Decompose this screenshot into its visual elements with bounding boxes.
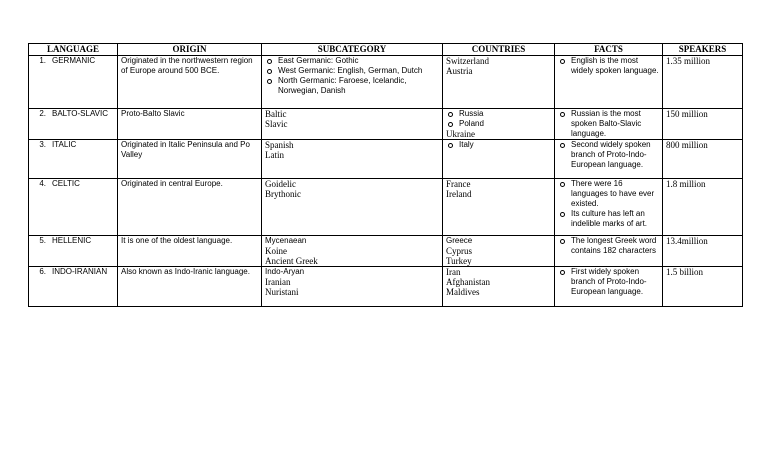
- subcategory-item: Koine: [265, 246, 287, 256]
- language-cell: [29, 109, 118, 140]
- subcategory-cell: [262, 140, 443, 179]
- row-number: 6.: [39, 267, 46, 276]
- language-cell: [29, 56, 118, 109]
- country: Greece: [446, 236, 473, 245]
- facts-list: [558, 140, 659, 170]
- origin-cell: Also known as Indo-Iranic language.: [118, 267, 262, 307]
- facts-cell: [555, 236, 663, 267]
- countries-cell: [443, 140, 555, 179]
- header-row: [29, 44, 743, 56]
- language-name: ITALIC: [52, 140, 77, 149]
- language-cell: [29, 140, 118, 179]
- subcategory-item: Brythonic: [265, 189, 301, 199]
- list-item: There were 16 languages to have ever existed.: [558, 179, 659, 209]
- subcategory-item: Nuristani: [265, 287, 299, 297]
- country: Afghanistan: [446, 277, 490, 287]
- facts-cell: [555, 179, 663, 236]
- header-speakers: SPEAKERS: [663, 44, 743, 56]
- row-number: 2.: [39, 109, 46, 118]
- country: Maldives: [446, 287, 480, 297]
- list-item: Russian is the most spoken Balto-Slavic language.: [558, 109, 659, 139]
- header-origin: ORIGIN: [118, 44, 262, 56]
- facts-list: [558, 267, 659, 297]
- subcategory-cell: [262, 179, 443, 236]
- countries-cell: [443, 109, 555, 140]
- list-item: The longest Greek word contains 182 characters: [558, 236, 659, 256]
- row-number: 5.: [39, 236, 46, 245]
- table-row: [29, 267, 743, 307]
- list-item: West Germanic: English, German, Dutch: [265, 66, 439, 76]
- list-item: North Germanic: Faroese, Icelandic, Norwegian, Danish: [265, 76, 439, 96]
- subcategory-cell: [262, 236, 443, 267]
- list-item: East Germanic: Gothic: [265, 56, 439, 66]
- subcategory-list: [265, 56, 439, 96]
- subcategory-cell: [262, 109, 443, 140]
- subcategory-cell: [262, 267, 443, 307]
- subcategory-item: Iranian: [265, 277, 291, 287]
- subcategory-item: Slavic: [265, 119, 288, 129]
- header-countries: COUNTRIES: [443, 44, 555, 56]
- subcategory-cell: [262, 56, 443, 109]
- language-cell: [29, 236, 118, 267]
- subcategory-item: Indo-Aryan: [265, 267, 305, 276]
- subcategory-item: Ancient Greek: [265, 256, 318, 266]
- origin-cell: Originated in the northwestern region of Europe around 500 BCE.: [118, 56, 262, 109]
- language-name: GERMANIC: [52, 56, 96, 65]
- language-table: [28, 43, 743, 307]
- speakers-cell: 150 million: [663, 109, 743, 140]
- list-item: First widely spoken branch of Proto-Indo-European language.: [558, 267, 659, 297]
- countries-cell: [443, 236, 555, 267]
- language-name: INDO-IRANIAN: [52, 267, 108, 276]
- origin-cell: Proto-Balto Slavic: [118, 109, 262, 140]
- country: Switzerland: [446, 56, 489, 66]
- list-item: Its culture has left an indelible marks of art.: [558, 209, 659, 229]
- country: Cyprus: [446, 246, 473, 256]
- origin-cell: Originated in Italic Peninsula and Po Valley: [118, 140, 262, 179]
- subcategory-item: Latin: [265, 150, 284, 160]
- subcategory-item: Mycenaean: [265, 236, 307, 245]
- speakers-cell: 1.5 billion: [663, 267, 743, 307]
- list-item: Italy: [446, 140, 551, 150]
- countries-cell: [443, 267, 555, 307]
- table-row: [29, 179, 743, 236]
- country: Ukraine: [446, 129, 475, 139]
- header-subcategory: SUBCATEGORY: [262, 44, 443, 56]
- countries-cell: [443, 179, 555, 236]
- facts-list: [558, 236, 659, 256]
- facts-list: [558, 56, 659, 76]
- facts-cell: [555, 109, 663, 140]
- country: France: [446, 179, 471, 189]
- facts-list: [558, 109, 659, 139]
- country: Ireland: [446, 189, 472, 199]
- facts-cell: [555, 56, 663, 109]
- header-language: LANGUAGE: [29, 44, 118, 56]
- list-item: Russia: [446, 109, 551, 119]
- speakers-cell: 1.35 million: [663, 56, 743, 109]
- facts-list: [558, 179, 659, 229]
- speakers-cell: 13.4million: [663, 236, 743, 267]
- speakers-cell: 1.8 million: [663, 179, 743, 236]
- language-cell: [29, 267, 118, 307]
- country: Turkey: [446, 256, 472, 266]
- subcategory-item: Goidelic: [265, 179, 296, 189]
- country: Austria: [446, 66, 473, 76]
- list-item: Second widely spoken branch of Proto-Indo-European language.: [558, 140, 659, 170]
- origin-cell: It is one of the oldest language.: [118, 236, 262, 267]
- language-name: CELTIC: [52, 179, 80, 188]
- language-cell: [29, 179, 118, 236]
- countries-cell: [443, 56, 555, 109]
- list-item: Poland: [446, 119, 551, 129]
- table-row: [29, 140, 743, 179]
- table-row: [29, 56, 743, 109]
- row-number: 1.: [39, 56, 46, 65]
- table-row: [29, 109, 743, 140]
- language-name: HELLENIC: [52, 236, 92, 245]
- origin-cell: Originated in central Europe.: [118, 179, 262, 236]
- country: Iran: [446, 267, 461, 277]
- countries-list: [446, 109, 551, 129]
- header-facts: FACTS: [555, 44, 663, 56]
- subcategory-item: Baltic: [265, 109, 287, 119]
- table-row: [29, 236, 743, 267]
- row-number: 3.: [39, 140, 46, 149]
- facts-cell: [555, 140, 663, 179]
- list-item: English is the most widely spoken language.: [558, 56, 659, 76]
- language-name: BALTO-SLAVIC: [52, 109, 109, 118]
- facts-cell: [555, 267, 663, 307]
- countries-list: [446, 140, 551, 150]
- speakers-cell: 800 million: [663, 140, 743, 179]
- subcategory-item: Spanish: [265, 140, 294, 150]
- row-number: 4.: [39, 179, 46, 188]
